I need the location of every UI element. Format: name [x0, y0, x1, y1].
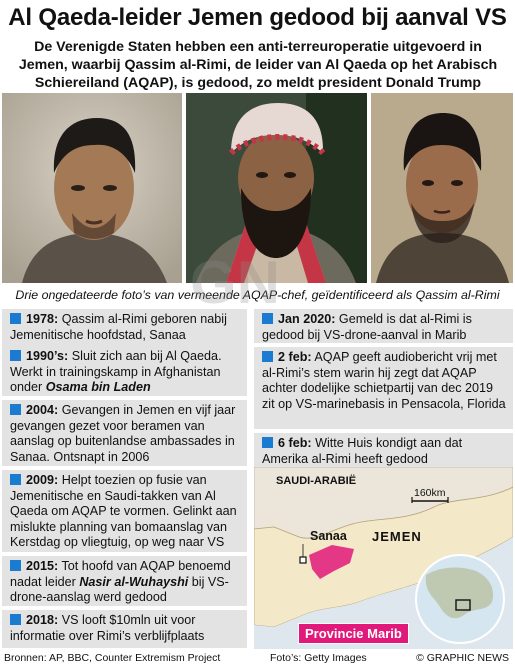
timeline-text: Sluit zich aan bij Al Qaeda. Werkt in trainingskamp in Afghanistan onder	[10, 349, 222, 394]
timeline-text: VS looft $10mln uit voor informatie over Rimi’s verblijfplaats	[10, 613, 205, 643]
portrait-photo-2	[186, 93, 367, 283]
sanaa-marker-icon	[300, 557, 306, 563]
label-jemen: JEMEN	[372, 529, 422, 544]
sources-credit: Bronnen: AP, BBC, Counter Extremism Project	[4, 652, 221, 664]
timeline-item-1978	[2, 309, 247, 351]
timeline-item-6-feb	[254, 433, 513, 469]
province-label: Provincie Marib	[298, 623, 409, 644]
timeline-date: Jan 2020:	[278, 312, 336, 326]
timeline-item-2004	[2, 400, 247, 466]
intro-text: De Verenigde Staten hebben een anti-terreuroperatie uitgevoerd in Jemen, waarbij Qassim al-Rimi, de leider van Al Qaeda op het Arabisch Schiereiland (AQAP), is gedood, zo meldt president Donald Trump	[18, 39, 498, 91]
square-bullet-icon	[262, 313, 273, 324]
square-bullet-icon	[10, 350, 21, 361]
square-bullet-icon	[262, 351, 273, 362]
timeline-date: 2004:	[26, 403, 59, 417]
square-bullet-icon	[10, 474, 21, 485]
watermark-logo: GN	[190, 249, 280, 316]
timeline-date: 2009:	[26, 473, 59, 487]
portrait-photo-1	[2, 93, 182, 283]
graphic-news-credit: © GRAPHIC NEWS	[416, 652, 509, 664]
timeline-item-2015	[2, 556, 247, 606]
timeline-date: 1990’s:	[26, 349, 69, 363]
timeline-text: Witte Huis kondigt aan dat Amerika al-Rimi heeft gedood	[262, 436, 463, 466]
portrait-photo-3	[371, 93, 513, 283]
timeline-item-2009	[2, 470, 247, 552]
label-saudi-arabia: SAUDI-ARABIË	[276, 475, 357, 487]
timeline-date: 1978:	[26, 312, 59, 326]
person-name: Nasir al-Wuhayshi	[79, 574, 189, 589]
timeline-item-2018	[2, 610, 247, 648]
timeline-text: Gevangen in Jemen en vijf jaar gevangen gezet voor beramen van aanslag op buitenlandse ambassades in Sanaa. Ontsnapt in 2006	[10, 403, 236, 464]
timeline-date: 2018:	[26, 613, 59, 627]
timeline-text-after: bij VS-drone-aanslag werd gedood	[10, 574, 229, 604]
person-name: Osama bin Laden	[45, 380, 151, 394]
square-bullet-icon	[10, 614, 21, 625]
timeline-text: Tot hoofd van AQAP benoemd nadat leider	[10, 559, 231, 589]
timeline-text: Gemeld is dat al-Rimi is gedood bij VS-drone-aanval in Marib	[262, 312, 472, 342]
timeline-item-jan-2020	[254, 309, 513, 343]
timeline-date: 6 feb:	[278, 436, 312, 450]
timeline-text: AQAP geeft audiobericht vrij met al-Rimi’s stem warin hij zegt dat AQAP achter dodelijke schietpartij van dec 2019 zit op VS-marinebasis in Pensacola, Florida	[262, 350, 506, 411]
yemen-map	[254, 467, 513, 649]
square-bullet-icon	[10, 404, 21, 415]
label-sanaa: Sanaa	[310, 529, 347, 543]
headline: Al Qaeda-leider Jemen gedood bij aanval VS	[8, 4, 507, 31]
photo-credit: Foto’s: Getty Images	[270, 652, 367, 664]
timeline-item-2-feb	[254, 347, 513, 429]
square-bullet-icon	[10, 560, 21, 571]
timeline-date: 2015:	[26, 559, 59, 573]
timeline-item-1990s	[2, 346, 247, 396]
square-bullet-icon	[10, 313, 21, 324]
scale-label: 160km	[414, 487, 446, 499]
timeline-date: 2 feb:	[278, 350, 312, 364]
timeline-text: Helpt toezien op fusie van Jemenitische en Saudi-takken van Al Qaeda om AQAP te vormen. Gelinkt aan mislukte planning van bomaanslag van Kerstdag op vliegtuig, op weg naar VS	[10, 473, 237, 549]
square-bullet-icon	[262, 437, 273, 448]
timeline-text: Qassim al-Rimi geboren nabij Jemenitische hoofdstad, Sanaa	[10, 312, 227, 342]
photo-caption: Drie ongedateerde foto’s van vermeende AQAP-chef, geïdentificeerd als Qassim al-Rimi	[15, 288, 500, 302]
